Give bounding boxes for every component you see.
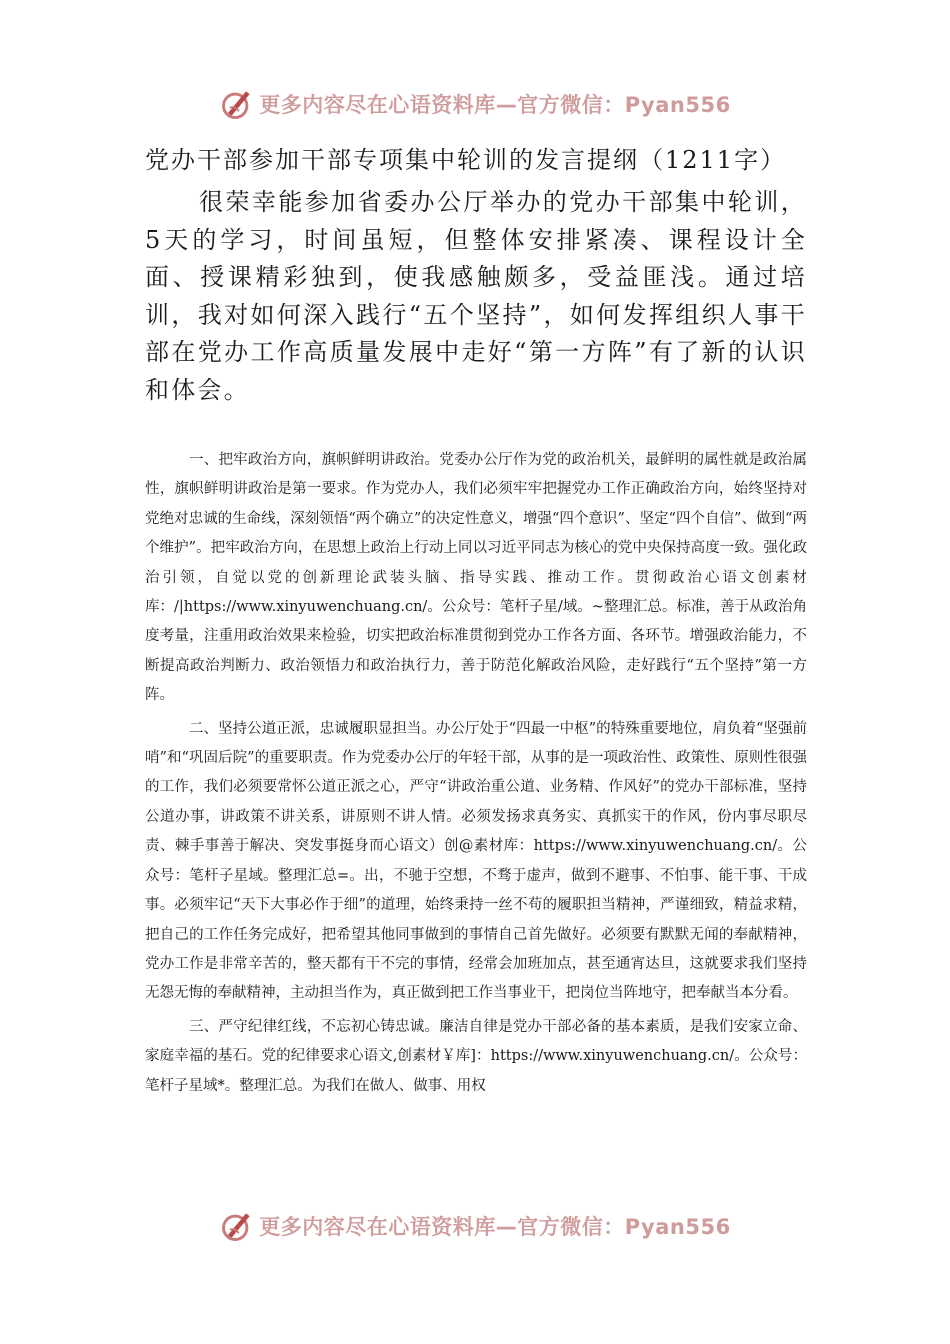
banner-text: 更多内容尽在心语资料库—官方微信：Pyan556 [259,93,731,117]
footer-banner [0,1201,950,1251]
body-paragraph-2: 二、坚持公道正派，忠诚履职显担当。办公厅处于“四最一中枢”的特殊重要地位，肩负着“坚强前哨”和“巩固后院”的重要职责。作为党委办公厅的年轻干部，从事的是一项政治性、政策性、原则性很强的工作，我们必须要常怀公道正派之心，严守“讲政治重公道、业务精、作风好”的党办干部标准，坚持公道办事，讲政策不讲关系，讲原则不讲人情。必须发扬求真务实、真抓实干的作风，份内事尽职尽责、棘手事善于解决、突发事挺身而心语文）创@素材库：https://www.xinyuwenchuang.cn/。公众号：笔杆子星域。整理汇总=。出，不驰于空想，不骛于虚声，做到不避事、不怕事、能干事、干成事。必须牢记“天下大事必作于细”的道理，始终秉持一丝不苟的履职担当精神，严谨细致，精益求精，把自己的工作任务完成好，把希望其他同事做到的事情自己首先做好。必须要有默默无闻的奉献精神，党办工作是非常辛苦的，整天都有干不完的事情，经常会加班加点，甚至通宵达旦，这就要求我们坚持无怨无悔的奉献精神，主动担当作为，真正做到把工作当事业干，把岗位当阵地守，把奉献当本分看。 [145,720,807,1002]
document-body [145,446,807,1105]
brush-seal-logo-icon [219,1208,255,1244]
banner-text: 更多内容尽在心语资料库—官方微信：Pyan556 [259,1215,731,1239]
header-banner [0,79,950,129]
brush-seal-logo-icon [219,86,255,122]
body-paragraph-3: 三、严守纪律红线，不忘初心铸忠诚。廉洁自律是党办干部必备的基本素质，是我们安家立命、家庭幸福的基石。党的纪律要求心语文,创素材￥库]：https://www.xinyuwenchuang.cn/。公众号：笔杆子星域*。整理汇总。为我们在做人、做事、用权 [145,1018,807,1094]
body-paragraph-1: 一、把牢政治方向，旗帜鲜明讲政治。党委办公厅作为党的政治机关，最鲜明的属性就是政治属性，旗帜鲜明讲政治是第一要求。作为党办人，我们必须牢牢把握党办工作正确政治方向，始终坚持对党绝对忠诚的生命线，深刻领悟“两个确立”的决定性意义，增强“四个意识”、坚定“四个自信”、做到“两个维护”。把牢政治方向，在思想上政治上行动上同以习近平同志为核心的党中央保持高度一致。强化政治引领，自觉以党的创新理论武装头脑、指导实践、推动工作。贯彻政治心语文创素材库：/|https://www.xinyuwenchuang.cn/。公众号：笔杆子星/域。~整理汇总。标准，善于从政治角度考量，注重用政治效果来检验，切实把政治标准贯彻到党办工作各方面、各环节。增强政治能力，不断提高政治判断力、政治领悟力和政治执行力，善于防范化解政治风险，走好践行“五个坚持”第一方阵。 [145,452,807,704]
document-title: 党办干部参加干部专项集中轮训的发言提纲（1211字） [145,146,787,174]
intro-paragraph: 很荣幸能参加省委办公厅举办的党办干部集中轮训，5天的学习，时间虽短，但整体安排紧凑、课程设计全面、授课精彩独到，使我感触颇多，受益匪浅。通过培训，我对如何深入践行“五个坚持”，如何发挥组织人事干部在党办工作高质量发展中走好“第一方阵”有了新的认识和体会。 [145,188,807,404]
